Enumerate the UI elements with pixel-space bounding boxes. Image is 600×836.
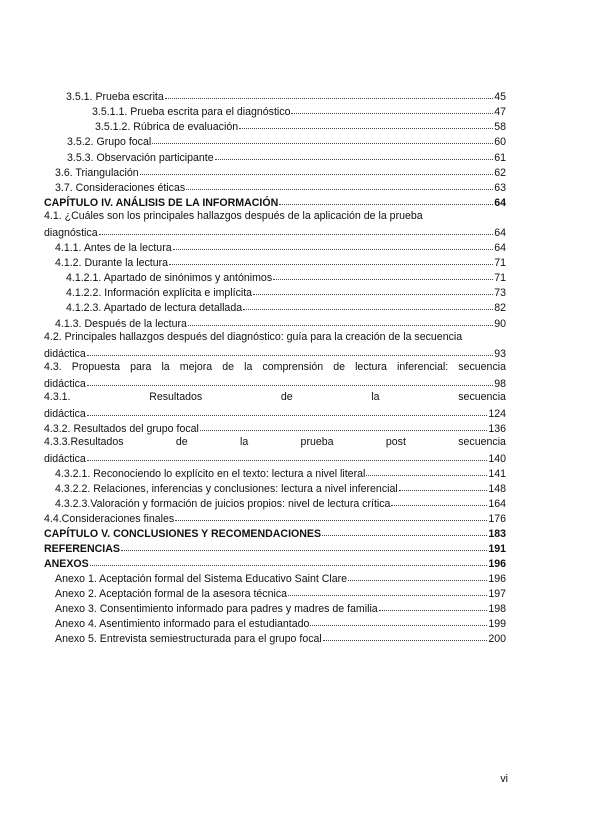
toc-entry-page: 45 [494, 91, 506, 103]
toc-entry-page: 93 [494, 348, 506, 360]
toc-entry[interactable] [66, 285, 506, 298]
toc-entry-title: 3.5.2. Grupo focal [67, 136, 152, 148]
toc-entry[interactable] [55, 481, 506, 494]
toc-entry-page: 90 [494, 318, 506, 330]
toc-entry-title: 4.3.2.1. Reconociendo lo explícito en el texto: lectura a nivel literal [55, 468, 366, 480]
toc-entry-page: 73 [494, 287, 506, 299]
toc-entry-title: 3.6. Triangulación [55, 167, 139, 179]
toc-entry[interactable] [55, 316, 506, 329]
toc-entry[interactable] [66, 89, 506, 102]
toc-entry-title: 4.3.2.2. Relaciones, inferencias y conclusiones: lectura a nivel inferencial [55, 483, 398, 495]
toc-entry-page: 61 [494, 152, 506, 164]
toc-entry-continuation: didáctica [44, 408, 86, 420]
toc-entry-page: 136 [488, 423, 506, 435]
toc-entry-title-justified[interactable]: 4.3.3.Resultados de la prueba post secuencia [44, 436, 506, 448]
toc-entry-title: 4.4.Consideraciones finales [44, 513, 175, 525]
toc-entry-title: Anexo 2. Aceptación formal de la asesora técnica [55, 588, 288, 600]
toc-entry-page: 63 [494, 182, 506, 194]
toc-entry-title: REFERENCIAS [44, 543, 120, 555]
toc-entry[interactable] [67, 150, 506, 163]
toc-entry-title: 4.3.2.3.Valoración y formación de juicios propios: nivel de lectura crítica [55, 498, 391, 510]
toc-entry[interactable] [55, 240, 506, 253]
toc-entry-continuation: didáctica [44, 453, 86, 465]
toc-entry-title: CAPÍTULO V. CONCLUSIONES Y RECOMENDACIONES [44, 528, 322, 540]
toc-entry-title-justified[interactable]: 4.3.1. Resultados de la secuencia [44, 391, 506, 403]
toc-entry-title: 4.3.2. Resultados del grupo focal [44, 423, 199, 435]
toc-entry-page: 124 [488, 408, 506, 420]
toc-entry[interactable] [66, 270, 506, 283]
toc-entry-title: CAPÍTULO IV. ANÁLISIS DE LA INFORMACIÓN [44, 197, 279, 209]
toc-entry-title[interactable]: 4.1. ¿Cuáles son los principales hallazgos después de la aplicación de la prueba [44, 210, 423, 222]
toc-entry[interactable] [66, 300, 506, 313]
toc-chapter-entry[interactable] [44, 195, 506, 208]
toc-entry[interactable] [55, 601, 506, 614]
toc-entry-page: 64 [494, 197, 506, 209]
toc-entry[interactable] [44, 406, 506, 419]
toc-entry[interactable] [55, 165, 506, 178]
toc-entry[interactable] [55, 586, 506, 599]
toc-entry-page: 82 [494, 302, 506, 314]
toc-chapter-entry[interactable] [44, 556, 506, 569]
toc-entry-page: 62 [494, 167, 506, 179]
toc-entry-page: 200 [488, 633, 506, 645]
toc-entry-title: 3.7. Consideraciones éticas [55, 182, 186, 194]
toc-entry-page: 148 [488, 483, 506, 495]
toc-entry[interactable] [44, 376, 506, 389]
toc-entry-page: 197 [488, 588, 506, 600]
toc-entry[interactable] [44, 421, 506, 434]
toc-entry-title: 4.1.1. Antes de la lectura [55, 242, 172, 254]
toc-entry-page: 58 [494, 121, 506, 133]
toc-entry-title: 4.1.3. Después de la lectura [55, 318, 187, 330]
toc-entry-title: 4.1.2. Durante la lectura [55, 257, 169, 269]
toc-entry-continuation: didáctica [44, 348, 86, 360]
toc-entry-title: 3.5.1. Prueba escrita [66, 91, 164, 103]
toc-entry-title: Anexo 3. Consentimiento informado para padres y madres de familia [55, 603, 378, 615]
toc-entry[interactable] [55, 466, 506, 479]
toc-entry[interactable] [92, 104, 506, 117]
toc-entry-page: 196 [488, 558, 506, 570]
toc-entry-page: 98 [494, 378, 506, 390]
toc-entry-page: 71 [494, 257, 506, 269]
toc-entry-title: Anexo 5. Entrevista semiestructurada para el grupo focal [55, 633, 322, 645]
toc-entry-title: Anexo 1. Aceptación formal del Sistema Educativo Saint Clare [55, 573, 348, 585]
toc-chapter-entry[interactable] [44, 526, 506, 539]
toc-entry[interactable] [55, 616, 506, 629]
toc-entry-page: 198 [488, 603, 506, 615]
toc-entry[interactable] [55, 631, 506, 644]
toc-entry-title: 3.5.1.1. Prueba escrita para el diagnóstico [92, 106, 291, 118]
toc-entry[interactable] [95, 119, 506, 132]
toc-entry-page: 64 [494, 242, 506, 254]
toc-entry-title: Anexo 4. Asentimiento informado para el estudiantado [55, 618, 310, 630]
toc-entry-title: 4.1.2.1. Apartado de sinónimos y antónimos [66, 272, 273, 284]
toc-entry-title: 3.5.1.2. Rúbrica de evaluación [95, 121, 239, 133]
toc-entry-continuation: diagnóstica [44, 227, 98, 239]
toc-entry-page: 71 [494, 272, 506, 284]
toc-entry-title: 4.1.2.2. Información explícita e implícita [66, 287, 253, 299]
toc-entry-page: 64 [494, 227, 506, 239]
toc-entry[interactable] [44, 511, 506, 524]
toc-entry-title: ANEXOS [44, 558, 89, 570]
toc-entry-title[interactable]: 4.3. Propuesta para la mejora de la comprensión de lectura inferencial: secuencia [44, 361, 506, 373]
toc-entry[interactable] [55, 496, 506, 509]
toc-entry-title: 3.5.3. Observación participante [67, 152, 214, 164]
toc-entry-page: 176 [488, 513, 506, 525]
toc-entry[interactable] [55, 255, 506, 268]
toc-entry[interactable] [67, 134, 506, 147]
toc-entry[interactable] [55, 571, 506, 584]
page-number: vi [500, 773, 508, 785]
toc-entry-page: 164 [488, 498, 506, 510]
toc-entry-continuation: didáctica [44, 378, 86, 390]
toc-entry-page: 140 [488, 453, 506, 465]
toc-entry-page: 199 [488, 618, 506, 630]
toc-chapter-entry[interactable] [44, 541, 506, 554]
toc-entry-page: 183 [488, 528, 506, 540]
toc-entry[interactable] [44, 451, 506, 464]
toc-entry-page: 141 [488, 468, 506, 480]
toc-entry[interactable] [44, 225, 506, 238]
toc-entry[interactable] [55, 180, 506, 193]
toc-entry-title: 4.1.2.3. Apartado de lectura detallada [66, 302, 243, 314]
toc-entry-page: 196 [488, 573, 506, 585]
toc-entry[interactable] [44, 346, 506, 359]
toc-entry-page: 191 [488, 543, 506, 555]
toc-entry-page: 47 [494, 106, 506, 118]
toc-entry-page: 60 [494, 136, 506, 148]
toc-entry-title[interactable]: 4.2. Principales hallazgos después del diagnóstico: guía para la creación de la secuencia [44, 331, 463, 343]
